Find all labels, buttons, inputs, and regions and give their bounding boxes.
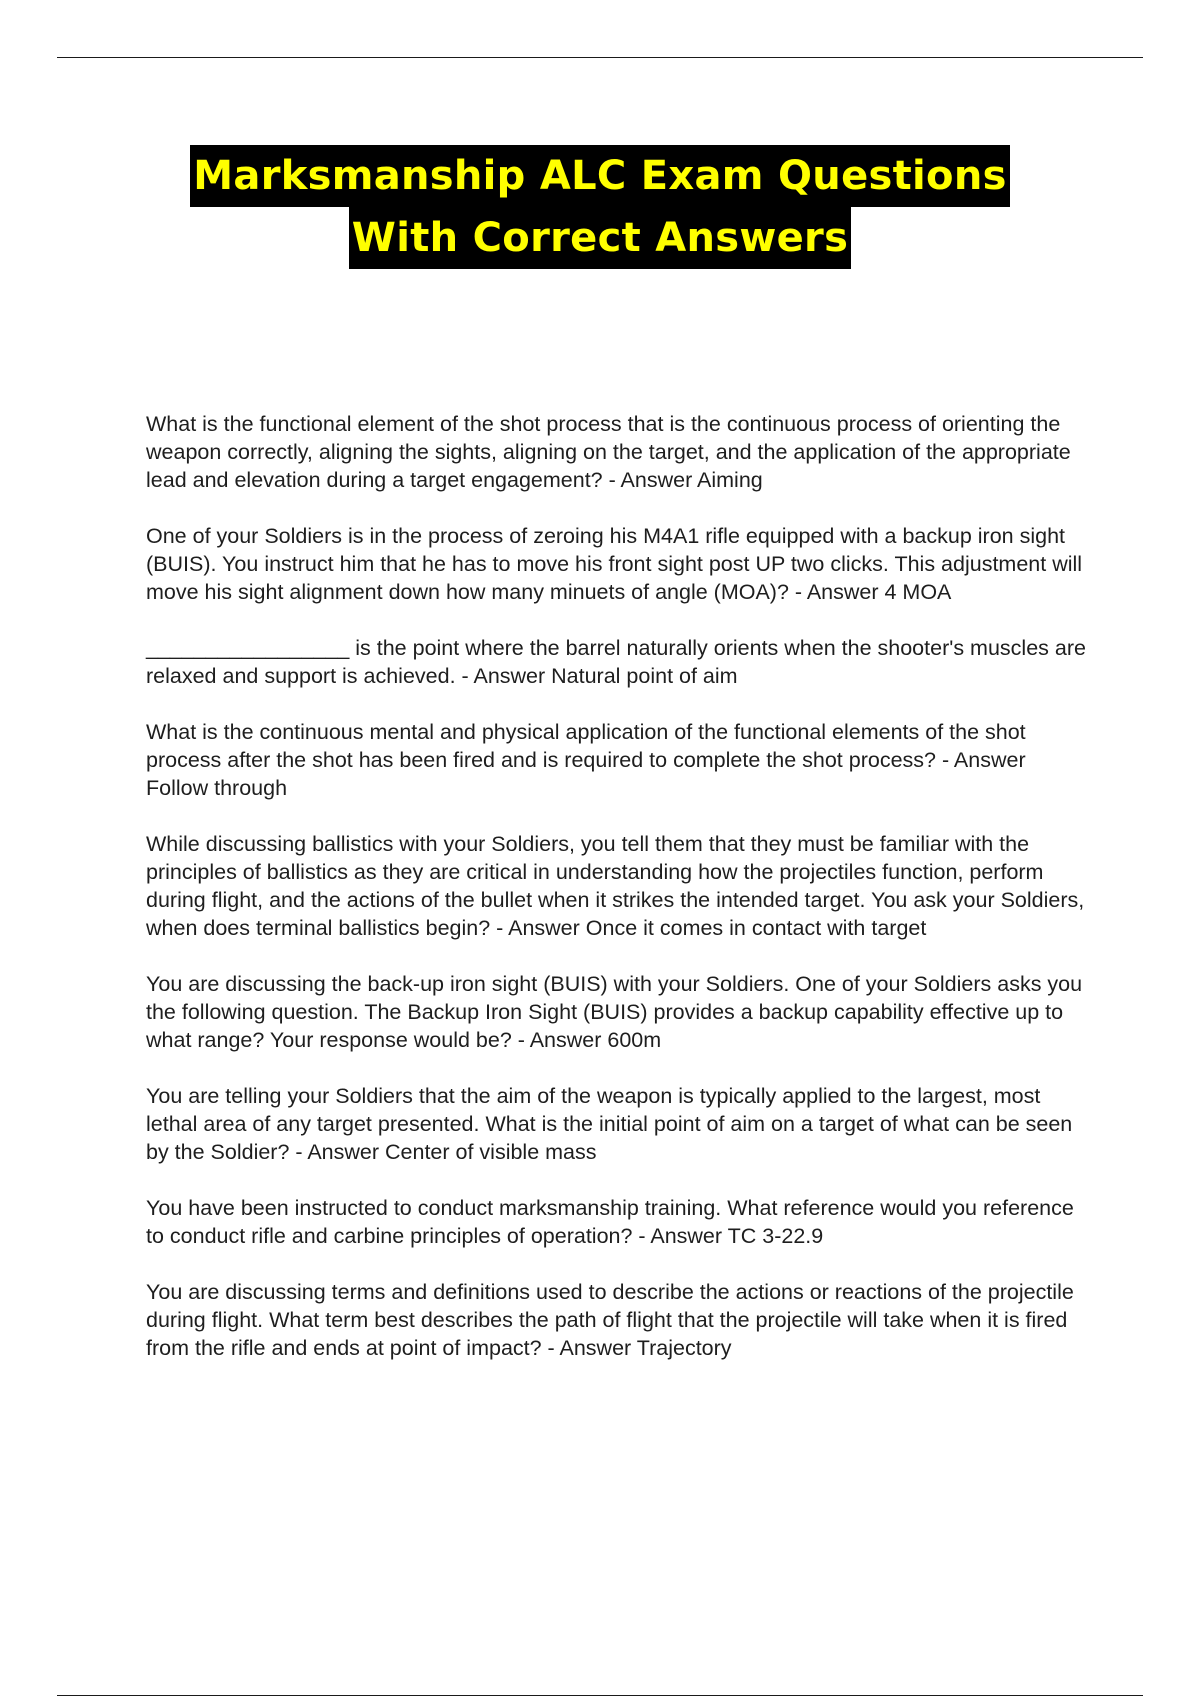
qa-item-terminal-ballistics: While discussing ballistics with your Soldiers, you tell them that they must be familiar with the principles of ballistics as they are critical in understanding how the projectiles function, perform during flight, and the actions of the bullet when it strikes the intended target. You ask your Soldiers, when does terminal ballistics begin? - Answer Once it comes in contact with target [146, 832, 1085, 940]
title-row-1 [0, 145, 1200, 207]
title-row-2 [0, 207, 1200, 269]
qa-item-aiming: What is the functional element of the shot process that is the continuous process of orienting the weapon correctly, aligning the sights, aligning on the target, and the application of the appropriate lead and elevation during a target engagement? - Answer Aiming [146, 412, 1071, 492]
question-answer-list [146, 410, 1091, 1390]
document-title [0, 145, 1200, 269]
qa-item-follow-through: What is the continuous mental and physical application of the functional elements of the shot process after the shot has been fired and is required to complete the shot process? - Answer Follow through [146, 720, 1026, 800]
title-line-2: With Correct Answers [349, 207, 851, 269]
title-line-1: Marksmanship ALC Exam Questions [190, 145, 1009, 207]
qa-item-trajectory: You are discussing terms and definitions used to describe the actions or reactions of the projectile during flight. What term best describes the path of flight that the projectile will take when it is fired from the rifle and ends at point of impact? - Answer Trajectory [146, 1280, 1074, 1360]
qa-item-reference: You have been instructed to conduct marksmanship training. What reference would you reference to conduct rifle and carbine principles of operation? - Answer TC 3-22.9 [146, 1196, 1074, 1248]
qa-item-buis-moa: One of your Soldiers is in the process of zeroing his M4A1 rifle equipped with a backup iron sight (BUIS). You instruct him that he has to move his front sight post UP two clicks. This adjustment will move his sight alignment down how many minuets of angle (MOA)? - Answer 4 MOA [146, 524, 1083, 604]
qa-item-buis-range: You are discussing the back-up iron sight (BUIS) with your Soldiers. One of your Soldiers asks you the following question. The Backup Iron Sight (BUIS) provides a backup capability effective up to what range? Your response would be? - Answer 600m [146, 972, 1083, 1052]
qa-item-point-of-aim: You are telling your Soldiers that the aim of the weapon is typically applied to the largest, most lethal area of any target presented. What is the initial point of aim on a target of what can be seen by the Soldier? - Answer Center of visible mass [146, 1084, 1073, 1164]
header-rule [57, 57, 1143, 58]
footer-rule [57, 1695, 1143, 1696]
qa-item-natural-point-of-aim: _________________ is the point where the barrel naturally orients when the shooter's muscles are relaxed and support is achieved. - Answer Natural point of aim [146, 636, 1086, 688]
